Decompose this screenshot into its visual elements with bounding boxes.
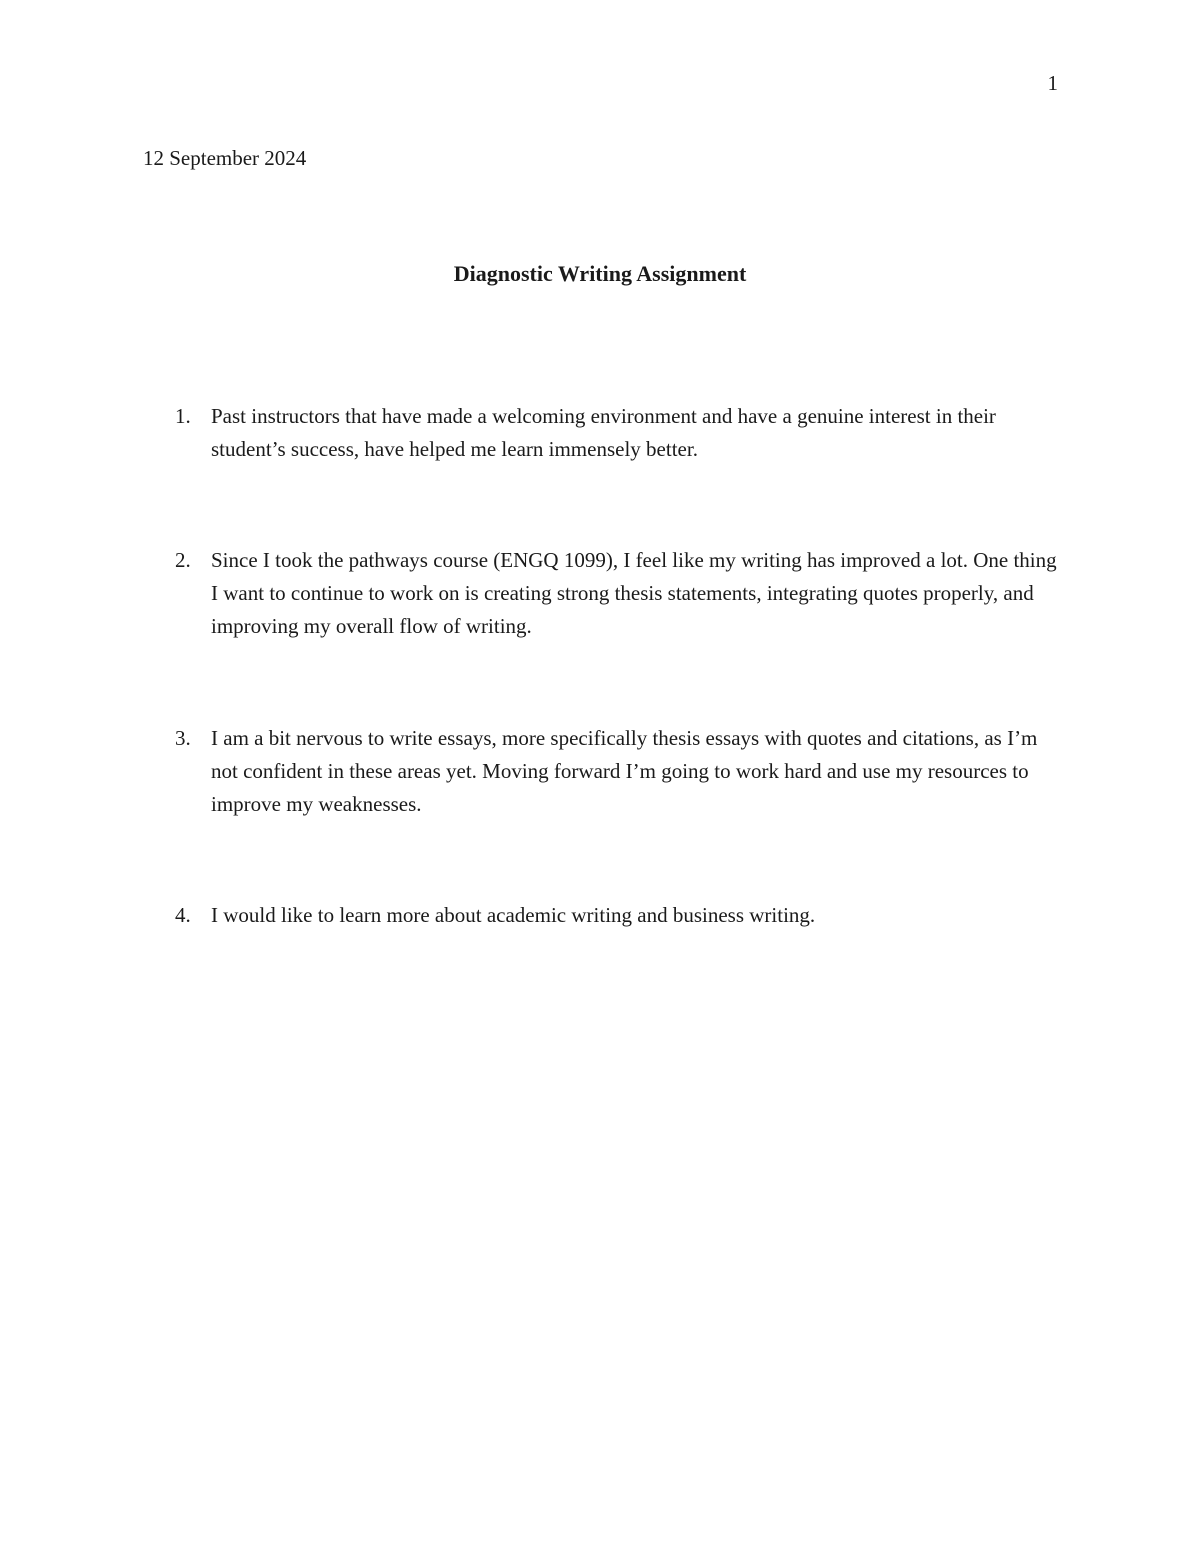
list-item-number: 2.	[175, 548, 191, 572]
document-title: Diagnostic Writing Assignment	[453, 261, 747, 286]
list-item-text: Past instructors that have made a welcoming environment and have a genuine interest in their student’s success, have helped me learn immensely better.	[211, 404, 996, 461]
list-item-number: 4.	[175, 903, 191, 927]
list-item-text: I am a bit nervous to write essays, more specifically thesis essays with quotes and citations, as I’m not confident in these areas yet. Moving forward I’m going to work hard and use my resources to improve my weaknesses.	[211, 726, 1038, 816]
list-item	[143, 400, 1063, 466]
list-item	[143, 722, 1063, 821]
list-item-text: Since I took the pathways course (ENGQ 1099), I feel like my writing has improved a lot. One thing I want to continue to work on is creating strong thesis statements, integrating quotes properly, and improving my overall flow of writing.	[211, 548, 1057, 638]
list-item-number: 3.	[175, 726, 191, 750]
list-item	[143, 899, 1063, 932]
page-number: 1	[1047, 71, 1058, 95]
list-item-number: 1.	[175, 404, 191, 428]
list-item-text: I would like to learn more about academic writing and business writing.	[211, 903, 816, 927]
document-date: 12 September 2024	[143, 146, 307, 170]
list-item	[143, 544, 1063, 643]
answer-list	[143, 400, 1063, 932]
